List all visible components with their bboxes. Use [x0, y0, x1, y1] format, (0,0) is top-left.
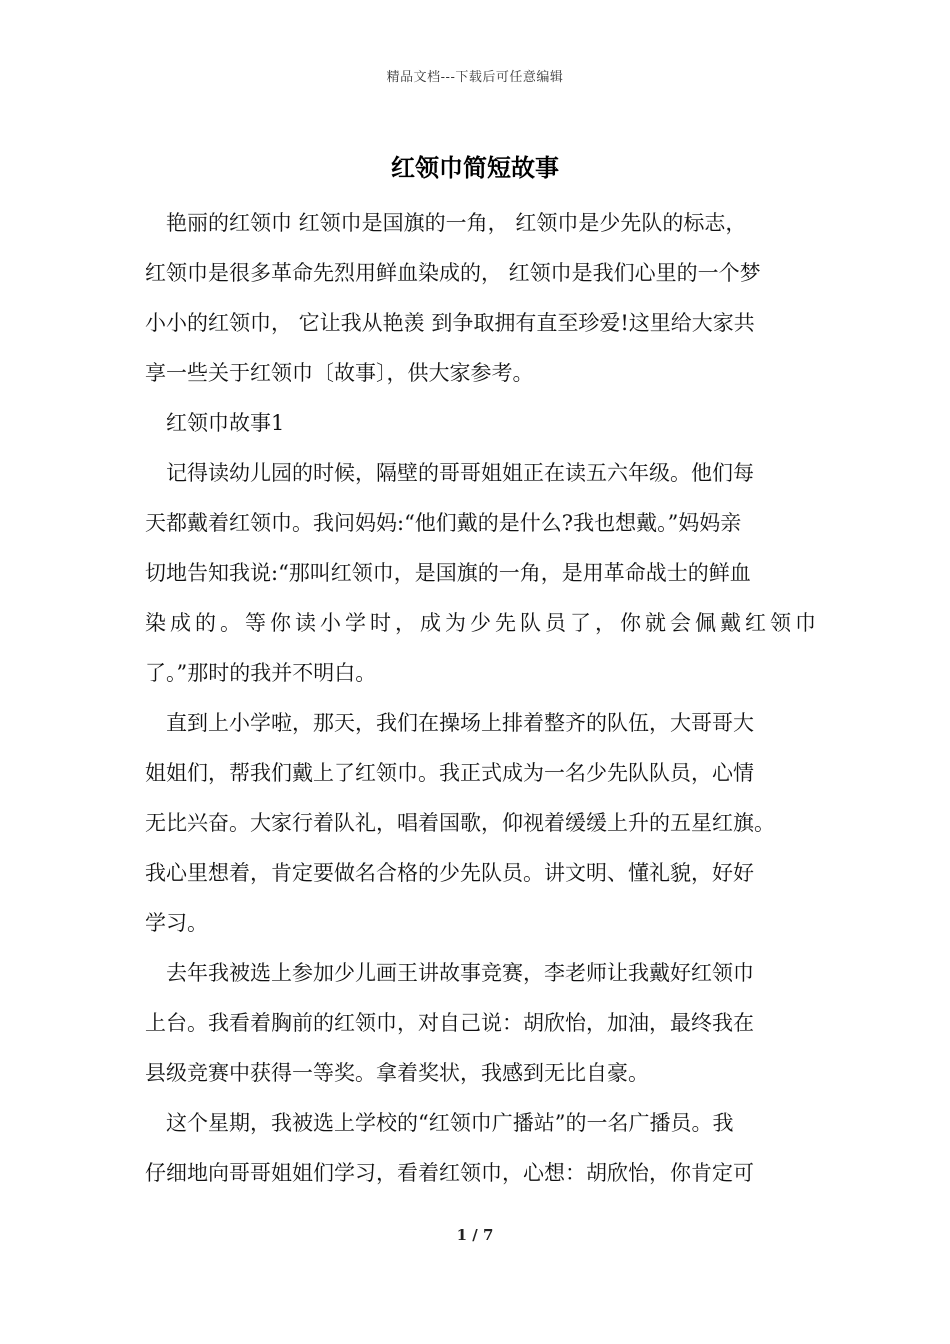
text-line: 县级竞赛中获得一等奖。拿着奖状，我感到无比自豪。 [145, 1061, 649, 1085]
text-line: 仔细地向哥哥姐姐们学习，看着红领巾，心想：胡欣怡，你肯定可 [145, 1161, 754, 1185]
page-number: 1 / 7 [456, 1226, 494, 1244]
text-line: 染成的。等你读小学时，成为少先队员了，你就会佩戴红领巾 [145, 611, 820, 635]
text-line: 这个星期，我被选上学校的“红领巾广播站”的一名广播员。我 [145, 1111, 734, 1135]
text-line: 小小的红领巾， 它让我从艳羡 到争取拥有直至珍爱!这里给大家共 [145, 311, 755, 335]
text-line: 学习。 [145, 911, 208, 935]
text-line: 切地告知我说:“那叫红领巾，是国旗的一角，是用革命战士的鲜血 [145, 561, 751, 585]
text-line: 红领巾是很多革命先烈用鲜血染成的， 红领巾是我们心里的一个梦 [145, 261, 761, 285]
section-heading: 红领巾故事1 [145, 411, 285, 435]
text-line: 记得读幼儿园的时候，隔壁的哥哥姐姐正在读五六年级。他们每 [145, 461, 754, 485]
text-line: 天都戴着红领巾。我问妈妈:“他们戴的是什么?我也想戴。”妈妈亲 [145, 511, 742, 535]
text-line: 姐姐们，帮我们戴上了红领巾。我正式成为一名少先队队员，心情 [145, 761, 754, 785]
text-line: 了。”那时的我并不明白。 [145, 661, 377, 685]
page-header: 精品文档---下载后可任意编辑 [386, 70, 564, 85]
text-line: 享一些关于红领巾〔故事〕，供大家参考。 [145, 361, 534, 385]
text-line: 直到上小学啦，那天，我们在操场上排着整齐的队伍，大哥哥大 [145, 711, 754, 735]
text-line: 我心里想着，肯定要做名合格的少先队员。讲文明、懂礼貌，好好 [145, 861, 754, 885]
document-title: 红领巾简短故事 [391, 153, 559, 182]
text-line: 艳丽的红领巾 红领巾是国旗的一角， 红领巾是少先队的标志， [145, 211, 747, 235]
text-line: 无比兴奋。大家行着队礼，唱着国歌，仰视着缓缓上升的五星红旗。 [145, 811, 775, 835]
text-line: 上台。我看着胸前的红领巾，对自己说：胡欣怡，加油，最终我在 [145, 1011, 754, 1035]
text-line: 去年我被选上参加少儿画王讲故事竞赛，李老师让我戴好红领巾 [145, 961, 754, 985]
